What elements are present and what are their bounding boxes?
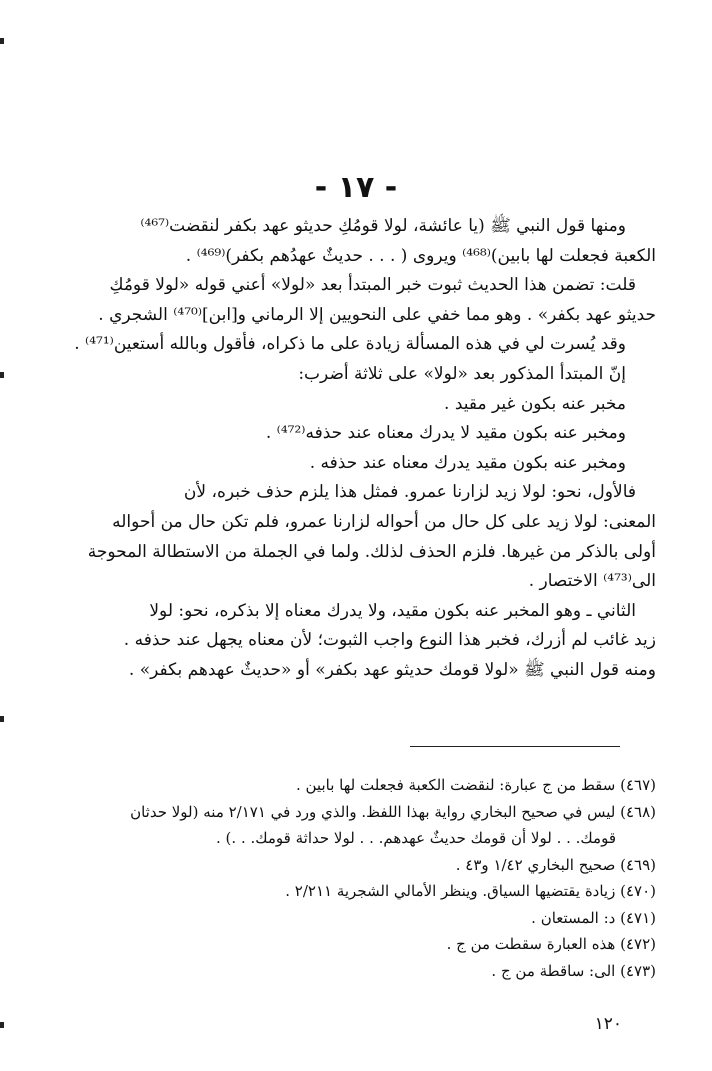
footnote-line: (٤٧٣) الى: ساقطة من ج . [491, 961, 656, 980]
scan-edge-mark [0, 38, 4, 44]
body-line: المعنى: لولا زيد على كل حال من أحواله لزارنا عمرو، فلم تكن حال من أحواله [112, 511, 656, 532]
page-number: ١٢٠ [594, 1014, 622, 1034]
body-line: إنّ المبتدأ المذكور بعد «لولا» على ثلاثة أضرب: [298, 363, 626, 384]
body-line: زيد غائب لم أزرك، فخبر هذا النوع واجب الثبوت؛ لأن معناه يجهل عند حذفه . [123, 630, 656, 651]
body-line: ومخبر عنه بكون مقيد يدرك معناه عند حذفه . [309, 452, 626, 473]
footnote-separator [410, 746, 620, 747]
body-line: ومنها قول النبي ﷺ (يا عائشة، لولا قومُكِ حديثو عهد بكفر لنقضت⁽⁴⁶⁷⁾ [140, 216, 626, 236]
body-line: الى⁽⁴⁷³⁾ الاختصار . [528, 571, 656, 592]
footnote-line: (٤٦٩) صحيح البخاري ١/٤٢ و٤٣ . [455, 855, 656, 874]
body-line: مخبر عنه بكون غير مقيد . [444, 393, 626, 414]
body-text [56, 212, 656, 686]
footnotes [56, 772, 656, 984]
footnote-line: (٤٧١) د: المستعان . [531, 908, 656, 927]
body-line: ومنه قول النبي ﷺ «لولا قومك حديثو عهد بكفر» أو «حديثٌ عهدهم بكفر» . [128, 659, 656, 680]
footnote-line: (٤٧٢) هذه العبارة سقطت من ج . [446, 935, 656, 953]
body-line: أولى بالذكر من غيرها. فلزم الحذف لذلك. ولما في الجملة من الاستطالة المحوجة [87, 541, 656, 562]
body-line: وقد يُسرت لي في هذه المسألة زيادة على ما ذكراه، فأقول وبالله أستعين⁽⁴⁷¹⁾ . [74, 334, 626, 355]
scan-edge-mark [0, 716, 4, 722]
scan-edge-mark [0, 372, 4, 378]
footnote-line: قومك. . . لولا أن قومك حديثٌ عهدهم. . . لولا حداثة قومك. . .) . [216, 829, 616, 847]
body-line: قلت: تضمن هذا الحديث ثبوت خبر المبتدأ بعد «لولا» أعني قوله «لولا قومُكِ [109, 275, 636, 296]
body-line: الكعبة فجعلت لها بابين)⁽⁴⁶⁸⁾ ويروى ( . . . حديثٌ عهدُهم بكفر)⁽⁴⁶⁹⁾ . [185, 245, 656, 266]
body-line: فالأول، نحو: لولا زيد لزارنا عمرو. فمثل هذا يلزم حذف خبره، لأن [183, 482, 636, 503]
footnote-line: (٤٧٠) زيادة يقتضيها السياق. وينظر الأمالي الشجرية ٢/٢١١ . [285, 882, 656, 900]
section-number-header: - ١٧ - [314, 170, 398, 205]
scan-edge-mark [0, 1022, 4, 1028]
body-line: ومخبر عنه بكون مقيد لا يدرك معناه عند حذفه⁽⁴⁷²⁾ . [265, 423, 626, 444]
body-line: حديثو عهد بكفر» . وهو مما خفي على النحويين إلا الرماني و[ابن]⁽⁴⁷⁰⁾ الشجري . [98, 304, 656, 325]
body-line: الثاني ـ وهو المخبر عنه بكون مقيد، ولا يدرك معناه إلا بذكره، نحو: لولا [149, 600, 636, 621]
footnote-line: (٤٦٧) سقط من ج عبارة: لنقضت الكعبة فجعلت لها بابين . [295, 776, 656, 794]
footnote-line: (٤٦٨) ليس في صحيح البخاري رواية بهذا اللفظ. والذي ورد في ٢/١٧١ منه (لولا حدثان [130, 802, 656, 821]
